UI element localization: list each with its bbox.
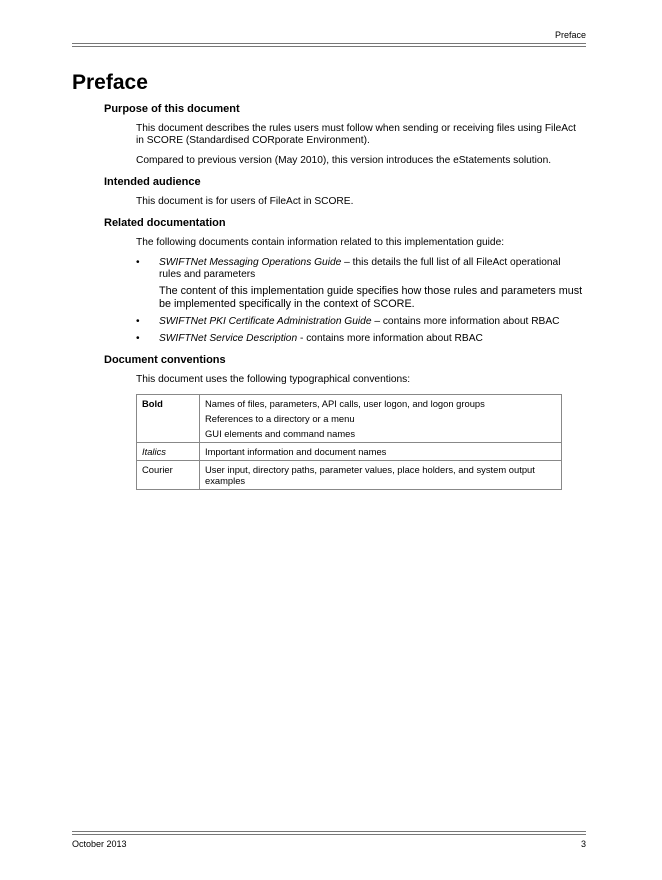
list-item xyxy=(136,316,584,328)
paragraph: Compared to previous version (May 2010), this version introduces the eStatements solution. xyxy=(136,155,552,166)
paragraph: This document describes the rules users must follow when sending or receiving files using FileAct in SCORE (Standardised CORporate Environment). xyxy=(136,123,576,146)
convention-style: Italics xyxy=(137,443,200,461)
section-heading: Document conventions xyxy=(104,354,226,366)
document-body xyxy=(104,102,584,493)
related-docs-list xyxy=(136,257,584,345)
doc-description: - contains more information about RBAC xyxy=(297,333,483,344)
section-audience xyxy=(104,175,584,208)
section-heading: Intended audience xyxy=(104,176,201,188)
doc-title: SWIFTNet Service Description xyxy=(159,333,298,344)
footer-rule xyxy=(72,831,586,835)
list-item xyxy=(136,333,584,345)
bullet-icon: • xyxy=(136,333,140,344)
bullet-icon: • xyxy=(136,257,140,268)
conventions-table xyxy=(136,394,562,490)
page-number: 3 xyxy=(580,839,586,849)
bullet-icon: • xyxy=(136,316,140,327)
list-item xyxy=(136,257,584,311)
running-header: Preface xyxy=(554,30,586,40)
table-row xyxy=(137,443,562,461)
page-title: Preface xyxy=(72,71,148,94)
usage-line: User input, directory paths, parameter values, place holders, and system output examples xyxy=(205,464,535,486)
paragraph: This document is for users of FileAct in SCORE. xyxy=(136,196,354,207)
section-heading: Purpose of this document xyxy=(104,103,240,115)
section-related xyxy=(104,216,584,345)
table-row xyxy=(137,461,562,490)
paragraph: The following documents contain information related to this implementation guide: xyxy=(136,237,505,248)
convention-style: Courier xyxy=(137,461,200,490)
usage-line: GUI elements and command names xyxy=(205,428,356,439)
usage-line: Names of files, parameters, API calls, user logon, and logon groups xyxy=(205,398,485,409)
doc-note: The content of this implementation guide specifies how those rules and parameters must be implemented specifically in the context of SCORE. xyxy=(159,285,583,310)
paragraph: This document uses the following typographical conventions: xyxy=(136,374,411,385)
footer-date: October 2013 xyxy=(72,839,127,849)
doc-title: SWIFTNet PKI Certificate Administration Guide xyxy=(159,316,372,327)
header-rule xyxy=(72,43,586,47)
section-purpose xyxy=(104,102,584,167)
table-row xyxy=(137,395,562,443)
doc-description: – this details the full list of all FileAct operational rules and parameters xyxy=(159,257,561,280)
usage-line: Important information and document names xyxy=(205,446,387,457)
convention-usage xyxy=(200,443,562,461)
convention-style: Bold xyxy=(137,395,200,443)
convention-usage xyxy=(200,461,562,490)
section-conventions xyxy=(104,353,584,490)
doc-title: SWIFTNet Messaging Operations Guide xyxy=(159,257,342,268)
doc-description: – contains more information about RBAC xyxy=(371,316,560,327)
section-heading: Related documentation xyxy=(104,217,226,229)
usage-line: References to a directory or a menu xyxy=(205,413,355,424)
convention-usage xyxy=(200,395,562,443)
